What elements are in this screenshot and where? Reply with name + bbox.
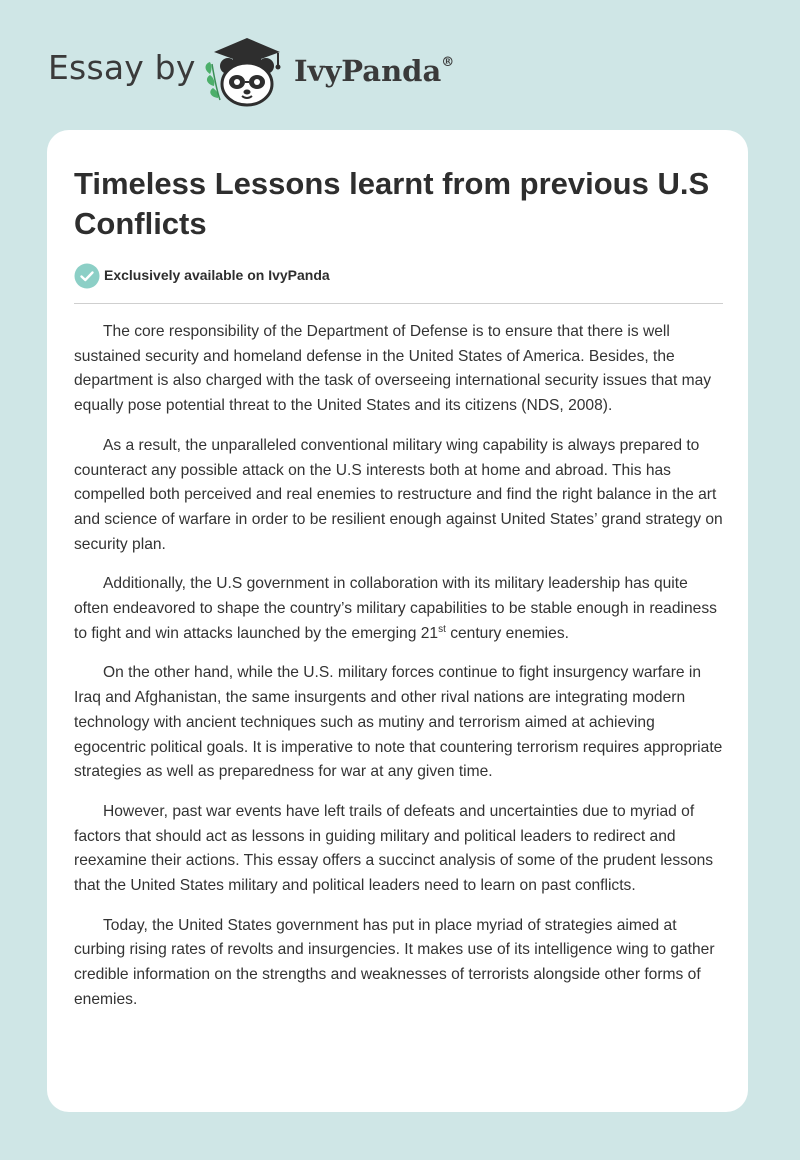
- paragraph: Additionally, the U.S government in collaboration with its military leadership has quite often endeavored to shape the country’s military capabilities to be stable enough in readiness to fight and win attacks launched by the emerging 21st century enemies.: [74, 575, 717, 642]
- essay-title: Timeless Lessons learnt from previous U.S Conflicts: [74, 166, 710, 241]
- essay-body: [74, 320, 726, 1028]
- paragraph: As a result, the unparalleled conventional military wing capability is always prepared to counteract any possible attack on the U.S interests both at home and abroad. This has compelled both perceived and real enemies to restructure and find the right balance in the art and science of warfare in order to be resilient enough against United States’ grand strategy on security plan.: [74, 436, 723, 553]
- registered-mark: ®: [441, 55, 455, 71]
- essay-card: [47, 130, 748, 1112]
- divider: [74, 303, 723, 304]
- exclusive-badge-label: Exclusively available on IvyPanda: [104, 267, 330, 283]
- paragraph: Today, the United States government has put in place myriad of strategies aimed at curbing rising rates of revolts and insurgencies. It makes use of its intelligence wing to gather credible information on the strengths and weaknesses of terrorists alongside other forms of enemies.: [74, 916, 715, 1008]
- paragraph: The core responsibility of the Department of Defense is to ensure that there is well sustained security and homeland defense in the United States of America. Besides, the department is also charged with the task of overseeing international security issues that may equally pose potential threat to the United States and its citizens (NDS, 2008).: [74, 323, 712, 415]
- panda-graduation-cap-logo-icon[interactable]: [200, 34, 294, 110]
- brand-name[interactable]: IvyPanda®: [294, 54, 455, 88]
- brand-prefix: Essay by: [48, 48, 196, 87]
- paragraph: However, past war events have left trails of defeats and uncertainties due to myriad of factors that should act as lessons in guiding military and political leaders to redirect and reexamine their actions. This essay offers a succinct analysis of some of the prudent lessons that the United States military and political leaders need to learn on past conflicts.: [74, 802, 714, 895]
- check-circle-icon: [74, 263, 100, 289]
- paragraph: On the other hand, while the U.S. military forces continue to fight insurgency warfare in Iraq and Afghanistan, the same insurgents and other rival nations are integrating modern technology with ancient techniques such as mutiny and terrorism aimed at achieving egocentric political goals. It is imperative to note that countering terrorism requires appropriate strategies as well as preparedness for war at any given time.: [74, 664, 723, 781]
- ordinal-suffix: st: [438, 623, 446, 635]
- site-header: [48, 34, 748, 114]
